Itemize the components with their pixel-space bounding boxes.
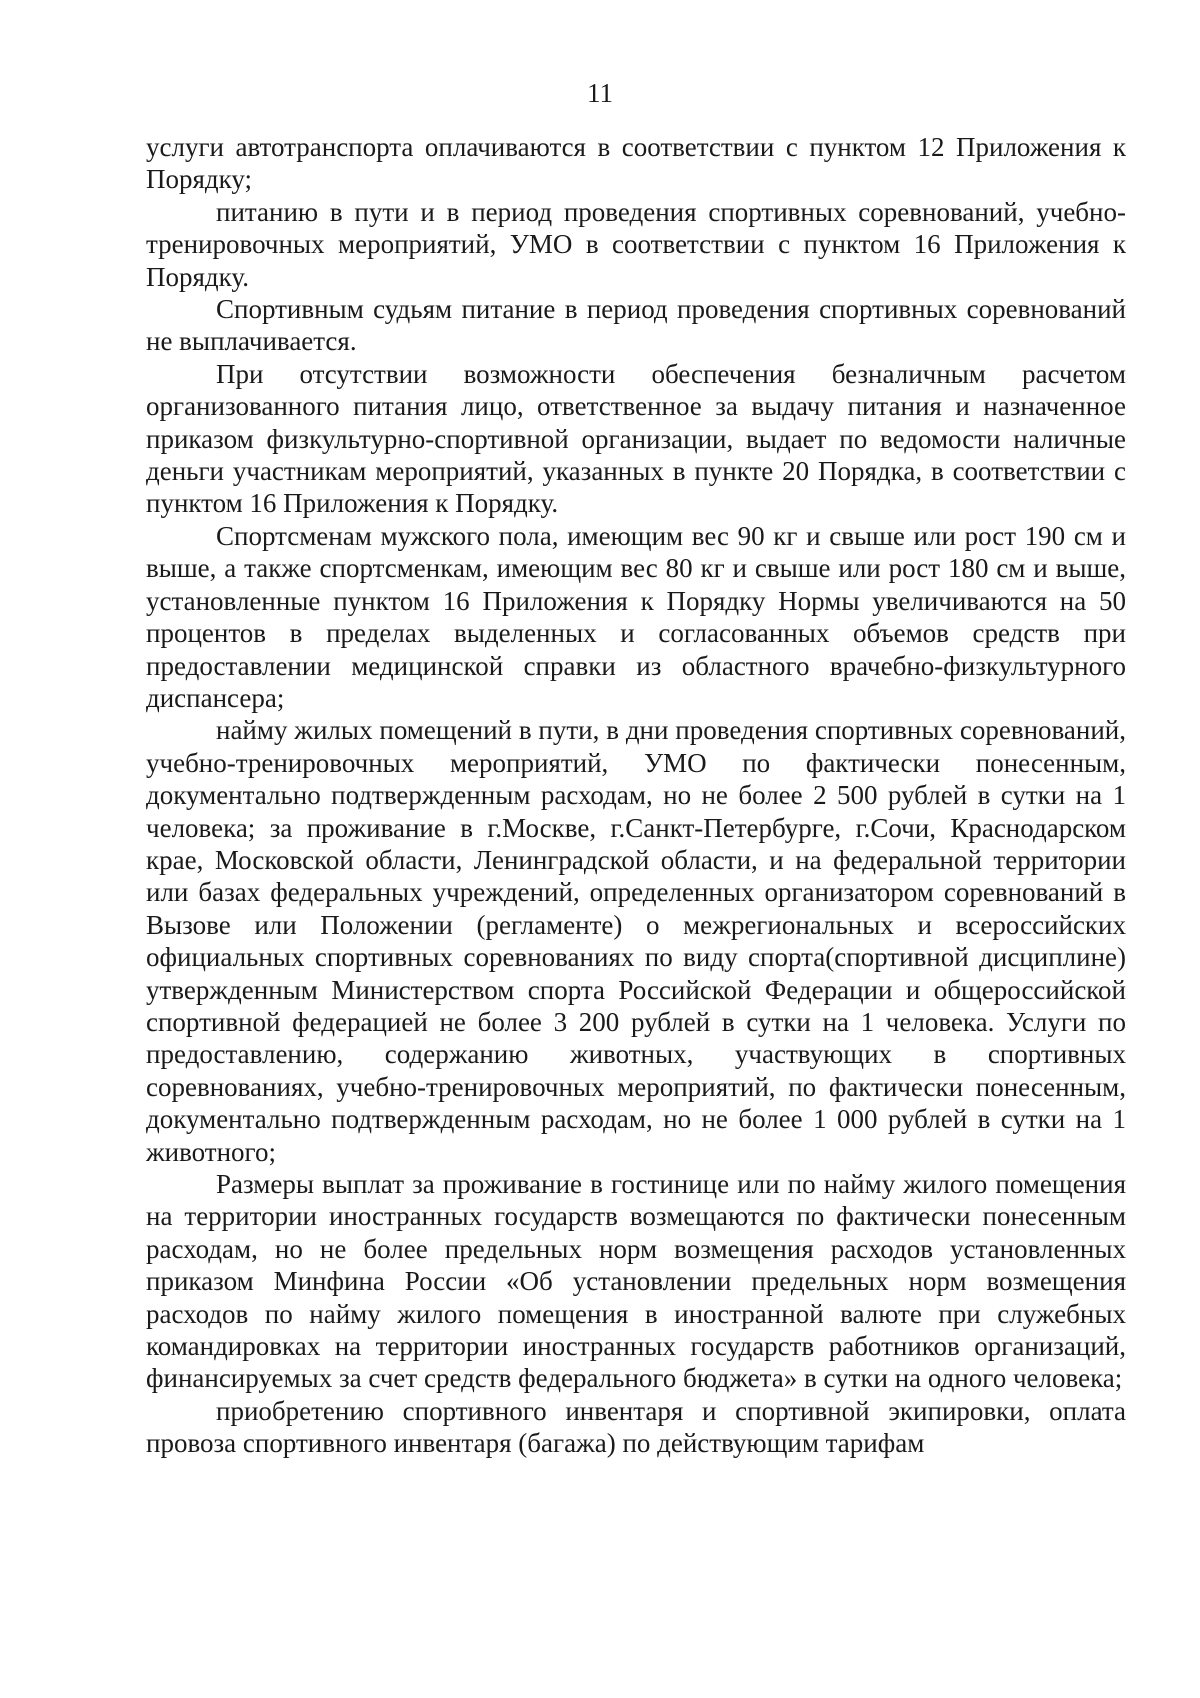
paragraph-sports-equipment: приобретению спортивного инвентаря и спортивной экипировки, оплата провоза спортивного инвентаря (багажа) по действующим тарифам xyxy=(146,1395,1126,1459)
paragraph-transport-services: услуги автотранспорта оплачиваются в соответствии с пунктом 12 Приложения к Порядку; xyxy=(146,132,1126,195)
document-body xyxy=(146,131,1126,1460)
paragraph-cash-meals: При отсутствии возможности обеспечения безналичным расчетом организованного питания лицо, ответственное за выдачу питания и назначенное приказом физкультурно-спортивной организации, выдает по ведомости наличные деньги участникам мероприятий, указанных в пункте 20 Порядка, в соответствии с пунктом 16 Приложения к Порядку. xyxy=(146,358,1126,519)
paragraph-accommodation-rent: найму жилых помещений в пути, в дни проведения спортивных соревнований, учебно-тренировочных мероприятий, УМО по фактически понесенным, документально подтвержденным расходам, но не более 2 500 рублей в сутки на 1 человека; за проживание в г.Москве, г.Санкт-Петербурге, г.Сочи, Краснодарском крае, Московской области, Ленинградской области, и на федеральной территории или базах федеральных учреждений, определенных организатором соревнований в Вызове или Положении (регламенте) о межрегиональных и всероссийских официальных спортивных соревнованиях по виду спорта(спортивной дисциплине) утвержденным Министерством спорта Российской Федерации и общероссийской спортивной федерацией не более 3 200 рублей в сутки на 1 человека. Услуги по предоставлению, содержанию животных, участвующих в спортивных соревнованиях, учебно-тренировочных мероприятий, по фактически понесенным, документально подтвержденным расходам, но не более 1 000 рублей в сутки на 1 животного; xyxy=(146,715,1126,1167)
page-number: 11 xyxy=(587,78,613,108)
paragraph-foreign-accommodation: Размеры выплат за проживание в гостинице или по найму жилого помещения на территории иностранных государств возмещаются по фактически понесенным расходам, но не более предельных норм возмещения расходов установленных приказом Минфина России «Об установлении предельных норм возмещения расходов по найму жилого помещения в иностранной валюте при служебных командировках на территории иностранных государств работников организаций, финансируемых за счет средств федерального бюджета» в сутки на одного человека; xyxy=(146,1169,1126,1394)
paragraph-meals-en-route: питанию в пути и в период проведения спортивных соревнований, учебно-тренировочных мероприятий, УМО в соответствии с пунктом 16 Приложения к Порядку. xyxy=(146,196,1126,292)
paragraph-judges-meals: Спортивным судьям питание в период проведения спортивных соревнований не выплачивается. xyxy=(146,294,1126,357)
paragraph-athlete-norms-increase: Спортсменам мужского пола, имеющим вес 90 кг и свыше или рост 190 см и выше, а также спортсменкам, имеющим вес 80 кг и свыше или рост 180 см и выше, установленные пунктом 16 Приложения к Порядку Нормы увеличиваются на 50 процентов в пределах выделенных и согласованных объемов средств при предоставлении медицинской справки из областного врачебно-физкультурного диспансера; xyxy=(146,520,1126,713)
